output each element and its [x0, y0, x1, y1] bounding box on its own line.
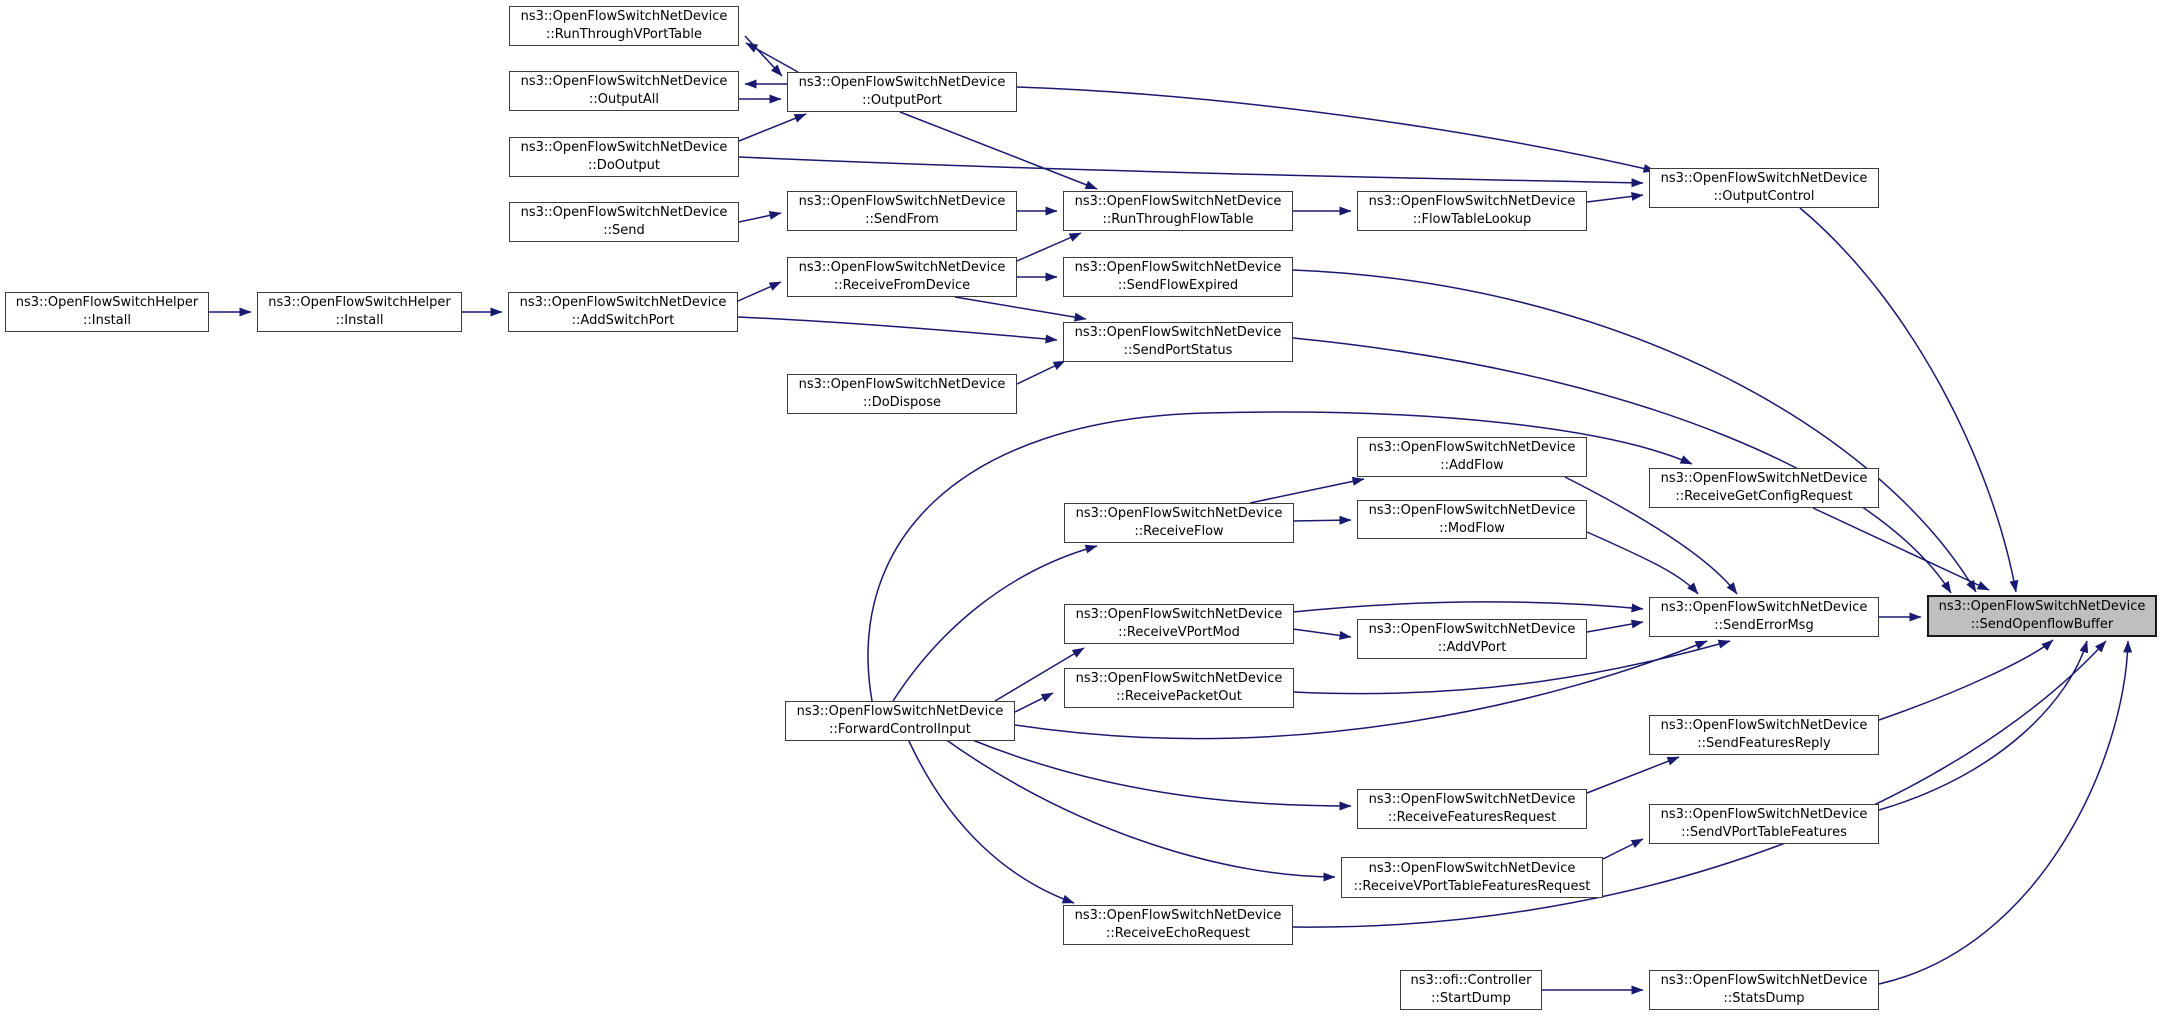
node-method-label: ::AddSwitchPort	[571, 313, 675, 328]
edge-send-to-send-from	[739, 213, 781, 222]
edge-receive-get-config-request-to-send-openflow-buffer	[1813, 508, 1989, 590]
edge-receive-vport-mod-to-send-error-msg	[1293, 602, 1643, 612]
edge-send-features-reply-to-send-openflow-buffer	[1879, 640, 2053, 720]
node-run-through-vport-table[interactable]	[509, 6, 739, 46]
node-add-switch-port[interactable]	[508, 292, 738, 332]
node-scope-label: ns3::OpenFlowSwitchNetDevice	[519, 295, 727, 311]
node-run-through-flow-table[interactable]	[1063, 191, 1293, 231]
node-method-label: ::Install	[335, 313, 384, 328]
node-scope-label: ns3::OpenFlowSwitchNetDevice	[1074, 260, 1282, 276]
edge-output-port-to-output-control	[1017, 87, 1655, 171]
node-forward-control-input[interactable]	[785, 701, 1015, 741]
edge-mod-flow-to-send-error-msg	[1587, 532, 1698, 594]
node-scope-label: ns3::OpenFlowSwitchNetDevice	[1074, 908, 1282, 924]
node-method-label: ::DoDispose	[862, 395, 942, 410]
node-scope-label: ns3::OpenFlowSwitchNetDevice	[798, 377, 1006, 393]
node-do-dispose[interactable]	[787, 374, 1017, 414]
node-method-label: ::ReceiveGetConfigRequest	[1675, 489, 1853, 504]
node-method-label: ::OutputPort	[862, 93, 942, 108]
edge-flow-table-lookup-to-output-control	[1587, 195, 1643, 202]
node-method-label: ::SendOpenflowBuffer	[1970, 617, 2114, 632]
node-flow-table-lookup[interactable]	[1357, 191, 1587, 231]
node-receive-flow[interactable]	[1064, 503, 1294, 543]
node-method-label: ::ReceiveFlow	[1134, 524, 1224, 539]
edge-forward-control-input-to-receive-vport-table-features-request	[945, 739, 1335, 877]
node-install-b[interactable]	[257, 292, 462, 332]
node-send-openflow-buffer	[1927, 595, 2157, 637]
node-method-label: ::AddFlow	[1440, 458, 1504, 473]
node-method-label: ::ReceiveVPortMod	[1118, 625, 1240, 640]
node-method-label: ::ReceiveEchoRequest	[1105, 926, 1250, 941]
node-method-label: ::RunThroughFlowTable	[1102, 212, 1254, 227]
node-scope-label: ns3::OpenFlowSwitchNetDevice	[798, 75, 1006, 91]
edge-do-output-to-output-port	[739, 114, 806, 141]
edge-add-switch-port-to-send-port-status	[738, 317, 1057, 340]
node-receive-packet-out[interactable]	[1064, 668, 1294, 708]
node-scope-label: ns3::OpenFlowSwitchNetDevice	[1660, 807, 1868, 823]
edge-send-vport-table-features-to-send-openflow-buffer	[1879, 641, 2087, 810]
node-output-port[interactable]	[787, 72, 1017, 112]
node-scope-label: ns3::OpenFlowSwitchNetDevice	[798, 260, 1006, 276]
node-method-label: ::OutputControl	[1713, 189, 1815, 204]
node-method-label: ::ReceiveFromDevice	[833, 278, 971, 293]
node-output-control[interactable]	[1649, 168, 1879, 208]
node-method-label: ::DoOutput	[588, 158, 660, 173]
node-scope-label: ns3::OpenFlowSwitchNetDevice	[520, 74, 728, 90]
edge-do-dispose-to-send-port-status	[1017, 361, 1065, 384]
node-method-label: ::RunThroughVPortTable	[546, 27, 702, 42]
node-method-label: ::SendFlowExpired	[1117, 278, 1239, 293]
node-scope-label: ns3::OpenFlowSwitchNetDevice	[1074, 325, 1282, 341]
node-send-error-msg[interactable]	[1649, 597, 1879, 637]
node-method-label: ::ReceivePacketOut	[1116, 689, 1242, 704]
node-scope-label: ns3::OpenFlowSwitchHelper	[268, 295, 451, 311]
node-receive-vport-table-features-request[interactable]	[1341, 857, 1603, 898]
node-scope-label: ns3::OpenFlowSwitchNetDevice	[520, 140, 728, 156]
node-receive-from-device[interactable]	[787, 257, 1017, 297]
node-method-label: ::OutputAll	[588, 92, 660, 107]
node-method-label: ::SendPortStatus	[1123, 343, 1233, 358]
node-output-all[interactable]	[509, 71, 739, 111]
node-scope-label: ns3::OpenFlowSwitchNetDevice	[1074, 194, 1282, 210]
node-scope-label: ns3::OpenFlowSwitchNetDevice	[1075, 671, 1283, 687]
node-start-dump[interactable]	[1400, 970, 1542, 1010]
node-scope-label: ns3::OpenFlowSwitchNetDevice	[1368, 502, 1576, 518]
node-method-label: ::SendErrorMsg	[1714, 618, 1814, 633]
node-add-flow[interactable]	[1357, 437, 1587, 477]
edge-receive-flow-to-add-flow	[1250, 479, 1364, 503]
edge-forward-control-input-to-receive-features-request	[970, 739, 1351, 806]
node-scope-label: ns3::OpenFlowSwitchHelper	[15, 295, 199, 311]
node-method-label: ::Install	[83, 313, 131, 328]
node-install-a[interactable]	[5, 292, 209, 332]
edge-receive-vport-table-features-request-to-send-vport-table-features	[1603, 839, 1643, 859]
edge-send-flow-expired-to-send-openflow-buffer	[1293, 270, 1976, 592]
node-receive-get-config-request[interactable]	[1649, 468, 1879, 508]
node-scope-label: ns3::OpenFlowSwitchNetDevice	[1660, 171, 1868, 187]
node-method-label: ::FlowTableLookup	[1412, 212, 1532, 227]
node-scope-label: ns3::OpenFlowSwitchNetDevice	[520, 9, 728, 25]
node-method-label: ::StartDump	[1431, 991, 1511, 1006]
node-scope-label: ns3::OpenFlowSwitchNetDevice	[1368, 860, 1576, 876]
node-add-vport[interactable]	[1357, 619, 1587, 659]
node-scope-label: ns3::OpenFlowSwitchNetDevice	[520, 205, 728, 221]
node-mod-flow[interactable]	[1357, 500, 1587, 539]
node-scope-label: ns3::OpenFlowSwitchNetDevice	[1075, 506, 1283, 522]
node-method-label: ::ReceiveVPortTableFeaturesRequest	[1353, 878, 1591, 894]
node-method-label: ::SendVPortTableFeatures	[1681, 825, 1847, 840]
node-scope-label: ns3::OpenFlowSwitchNetDevice	[1660, 471, 1868, 487]
node-scope-label: ns3::OpenFlowSwitchNetDevice	[1368, 622, 1576, 638]
edge-add-switch-port-to-receive-from-device	[738, 282, 781, 301]
node-scope-label: ns3::OpenFlowSwitchNetDevice	[1660, 718, 1868, 734]
node-method-label: ::SendFrom	[865, 212, 939, 227]
node-send-features-reply[interactable]	[1649, 715, 1879, 755]
node-method-label: ::Send	[603, 223, 645, 238]
node-send-flow-expired[interactable]	[1063, 257, 1293, 297]
node-do-output[interactable]	[509, 137, 739, 177]
edge-stats-dump-to-send-openflow-buffer	[1879, 641, 2128, 984]
node-scope-label: ns3::OpenFlowSwitchNetDevice	[1368, 440, 1576, 456]
node-stats-dump[interactable]	[1649, 970, 1879, 1010]
node-method-label: ::ForwardControlInput	[829, 722, 971, 737]
node-receive-features-request[interactable]	[1357, 789, 1587, 829]
node-receive-echo-request[interactable]	[1063, 905, 1293, 945]
node-method-label: ::ReceiveFeaturesRequest	[1387, 810, 1557, 825]
edge-output-control-to-send-openflow-buffer	[1800, 208, 2016, 592]
node-scope-label: ns3::ofi::Controller	[1410, 973, 1532, 989]
node-scope-label: ns3::OpenFlowSwitchNetDevice	[1660, 600, 1868, 616]
node-method-label: ::StatsDump	[1723, 991, 1805, 1006]
node-method-label: ::SendFeaturesReply	[1697, 736, 1831, 751]
edge-receive-features-request-to-send-features-reply	[1587, 757, 1679, 793]
node-scope-label: ns3::OpenFlowSwitchNetDevice	[1368, 194, 1576, 210]
edge-output-port-to-run-through-vport-table	[746, 43, 798, 72]
node-method-label: ::AddVPort	[1437, 640, 1507, 655]
node-scope-label: ns3::OpenFlowSwitchNetDevice	[1075, 607, 1283, 623]
edge-receive-flow-to-mod-flow	[1293, 520, 1351, 521]
edge-do-output-to-output-control	[739, 157, 1643, 183]
node-send[interactable]	[509, 202, 739, 242]
edge-receive-from-device-to-send-port-status	[955, 297, 1086, 319]
edge-run-through-vport-table-to-output-port	[745, 36, 782, 76]
node-scope-label: ns3::OpenFlowSwitchNetDevice	[1938, 599, 2146, 615]
node-send-vport-table-features[interactable]	[1649, 804, 1879, 844]
edge-add-vport-to-send-error-msg	[1587, 622, 1643, 632]
node-method-label: ::ModFlow	[1439, 520, 1505, 536]
node-send-from[interactable]	[787, 191, 1017, 231]
node-scope-label: ns3::OpenFlowSwitchNetDevice	[1368, 792, 1576, 808]
node-receive-vport-mod[interactable]	[1064, 604, 1294, 644]
edge-forward-control-input-to-receive-packet-out	[1015, 693, 1053, 712]
edge-receive-vport-mod-to-add-vport	[1293, 629, 1351, 637]
edge-output-port-to-run-through-flow-table	[900, 112, 1097, 189]
node-scope-label: ns3::OpenFlowSwitchNetDevice	[798, 194, 1006, 210]
node-scope-label: ns3::OpenFlowSwitchNetDevice	[796, 704, 1004, 720]
edge-forward-control-input-to-receive-echo-request	[908, 739, 1074, 903]
node-send-port-status[interactable]	[1063, 322, 1293, 362]
node-scope-label: ns3::OpenFlowSwitchNetDevice	[1660, 973, 1868, 989]
